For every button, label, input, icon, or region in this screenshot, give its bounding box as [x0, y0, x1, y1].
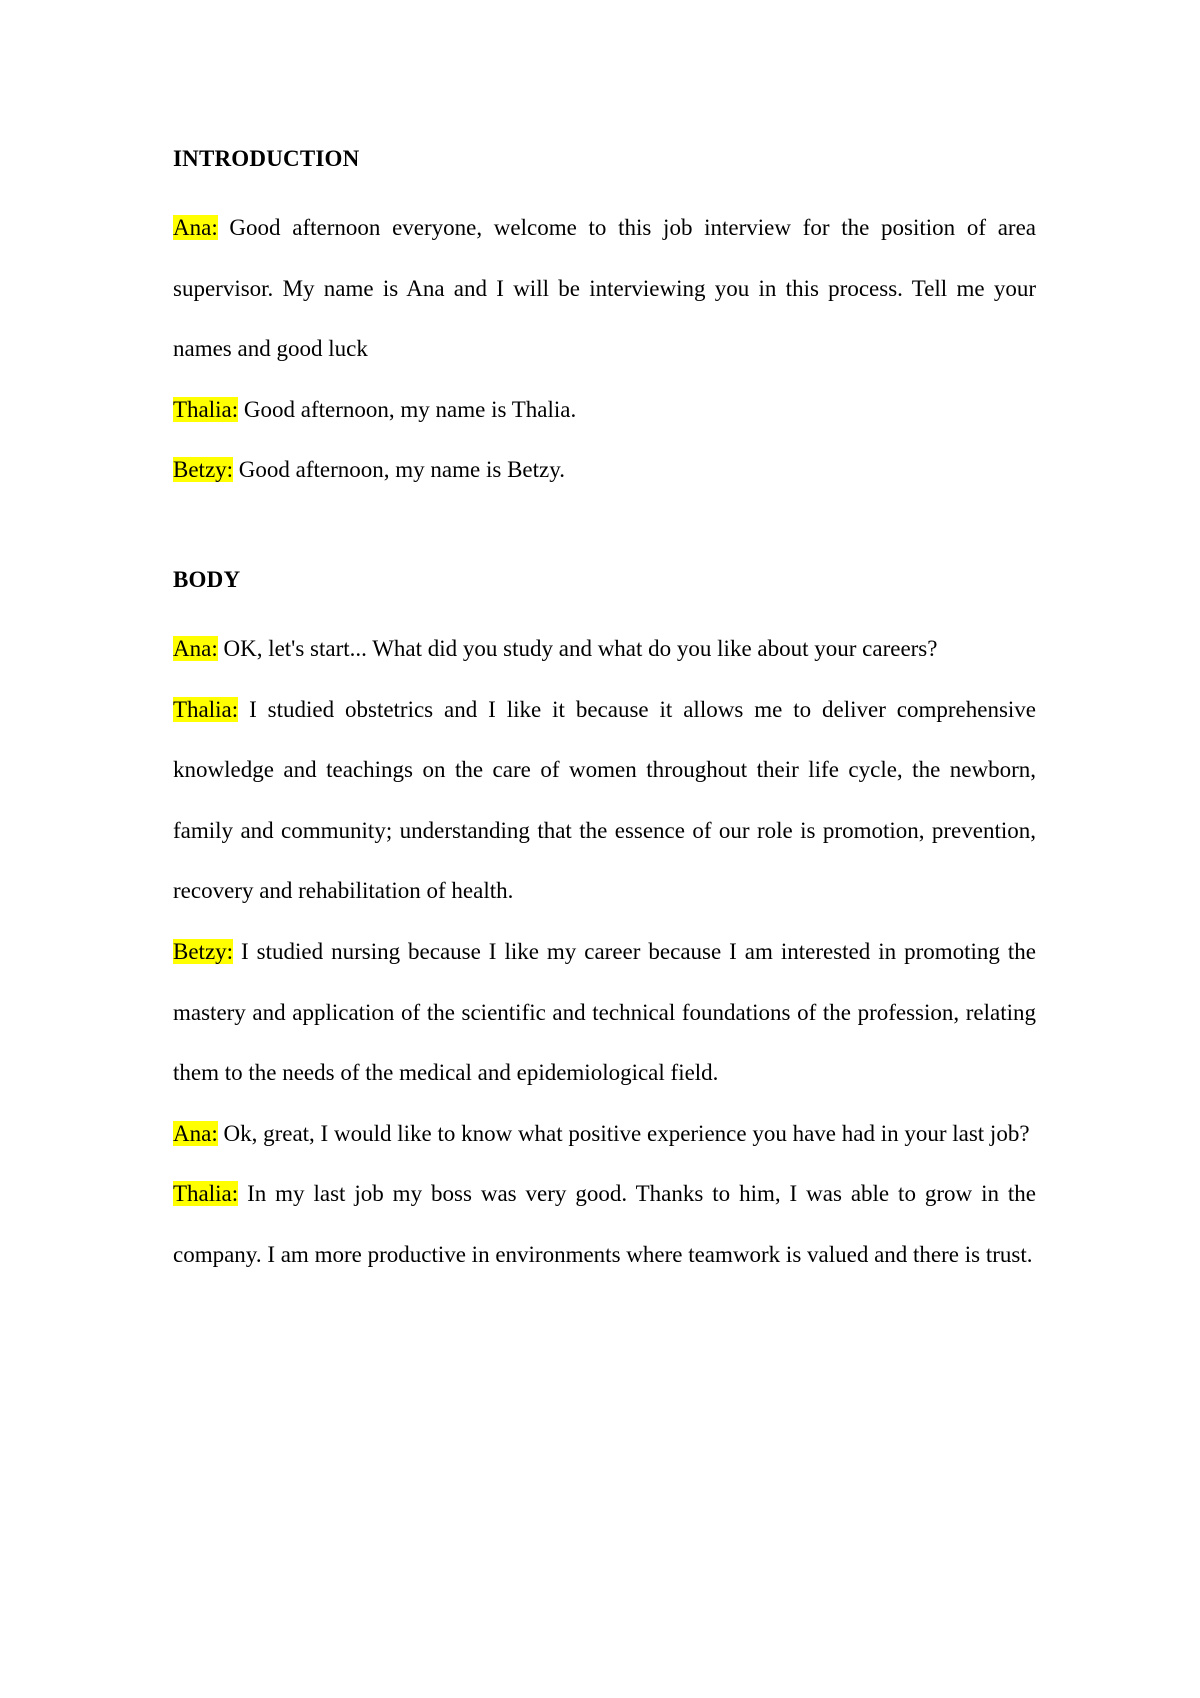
dialogue-turn [173, 922, 1036, 1104]
speaker-label: Betzy: [173, 938, 234, 964]
speaker-label: Thalia: [173, 396, 239, 422]
speaker-label: Betzy: [173, 457, 234, 483]
turn-text: Good afternoon everyone, welcome to this job interview for the position of area supervisor. My name is Ana and I will be interviewing you in this process. Tell me your names and good luck [173, 215, 1036, 362]
section-heading: INTRODUCTION [173, 146, 360, 171]
dialogue-turn [173, 680, 1036, 922]
dialogue-turn [173, 198, 1036, 380]
turn-text: I studied obstetrics and I like it because it allows me to deliver comprehensive knowledge and teachings on the care of women throughout their life cycle, the newborn, family and community; understanding that the essence of our role is promotion, prevention, recovery and rehabilitation of health. [173, 696, 1036, 904]
dialogue-turn [173, 619, 1036, 680]
turn-text: In my last job my boss was very good. Thanks to him, I was able to grow in the company. I am more productive in environments where teamwork is valued and there is trust. [173, 1181, 1037, 1267]
dialogue-turn [173, 1104, 1036, 1165]
speaker-label: Ana: [173, 215, 218, 240]
turn-text: Good afternoon, my name is Thalia. [243, 396, 577, 422]
speaker-label: Thalia: [173, 1181, 239, 1207]
section-introduction [173, 138, 1036, 501]
dialogue-turn [173, 380, 1036, 441]
turn-text: Good afternoon, my name is Betzy. [238, 457, 565, 483]
turn-text: I studied nursing because I like my career because I am interested in promoting the mastery and application of the scientific and technical foundations of the profession, relating them to the needs of the medical and epidemiological field. [173, 938, 1037, 1086]
speaker-label: Ana: [173, 1120, 218, 1146]
dialogue-turn [173, 440, 1036, 501]
turn-text: Ok, great, I would like to know what positive experience you have had in your last job? [223, 1120, 1030, 1146]
section-heading: BODY [173, 566, 241, 592]
speaker-label: Thalia: [173, 696, 239, 722]
section-body [173, 559, 1036, 1286]
section-spacer [173, 501, 1036, 559]
document-page [173, 138, 1036, 1286]
speaker-label: Ana: [173, 635, 218, 661]
turn-text: OK, let's start... What did you study and what do you like about your careers? [223, 635, 938, 661]
dialogue-turn [173, 1164, 1036, 1285]
